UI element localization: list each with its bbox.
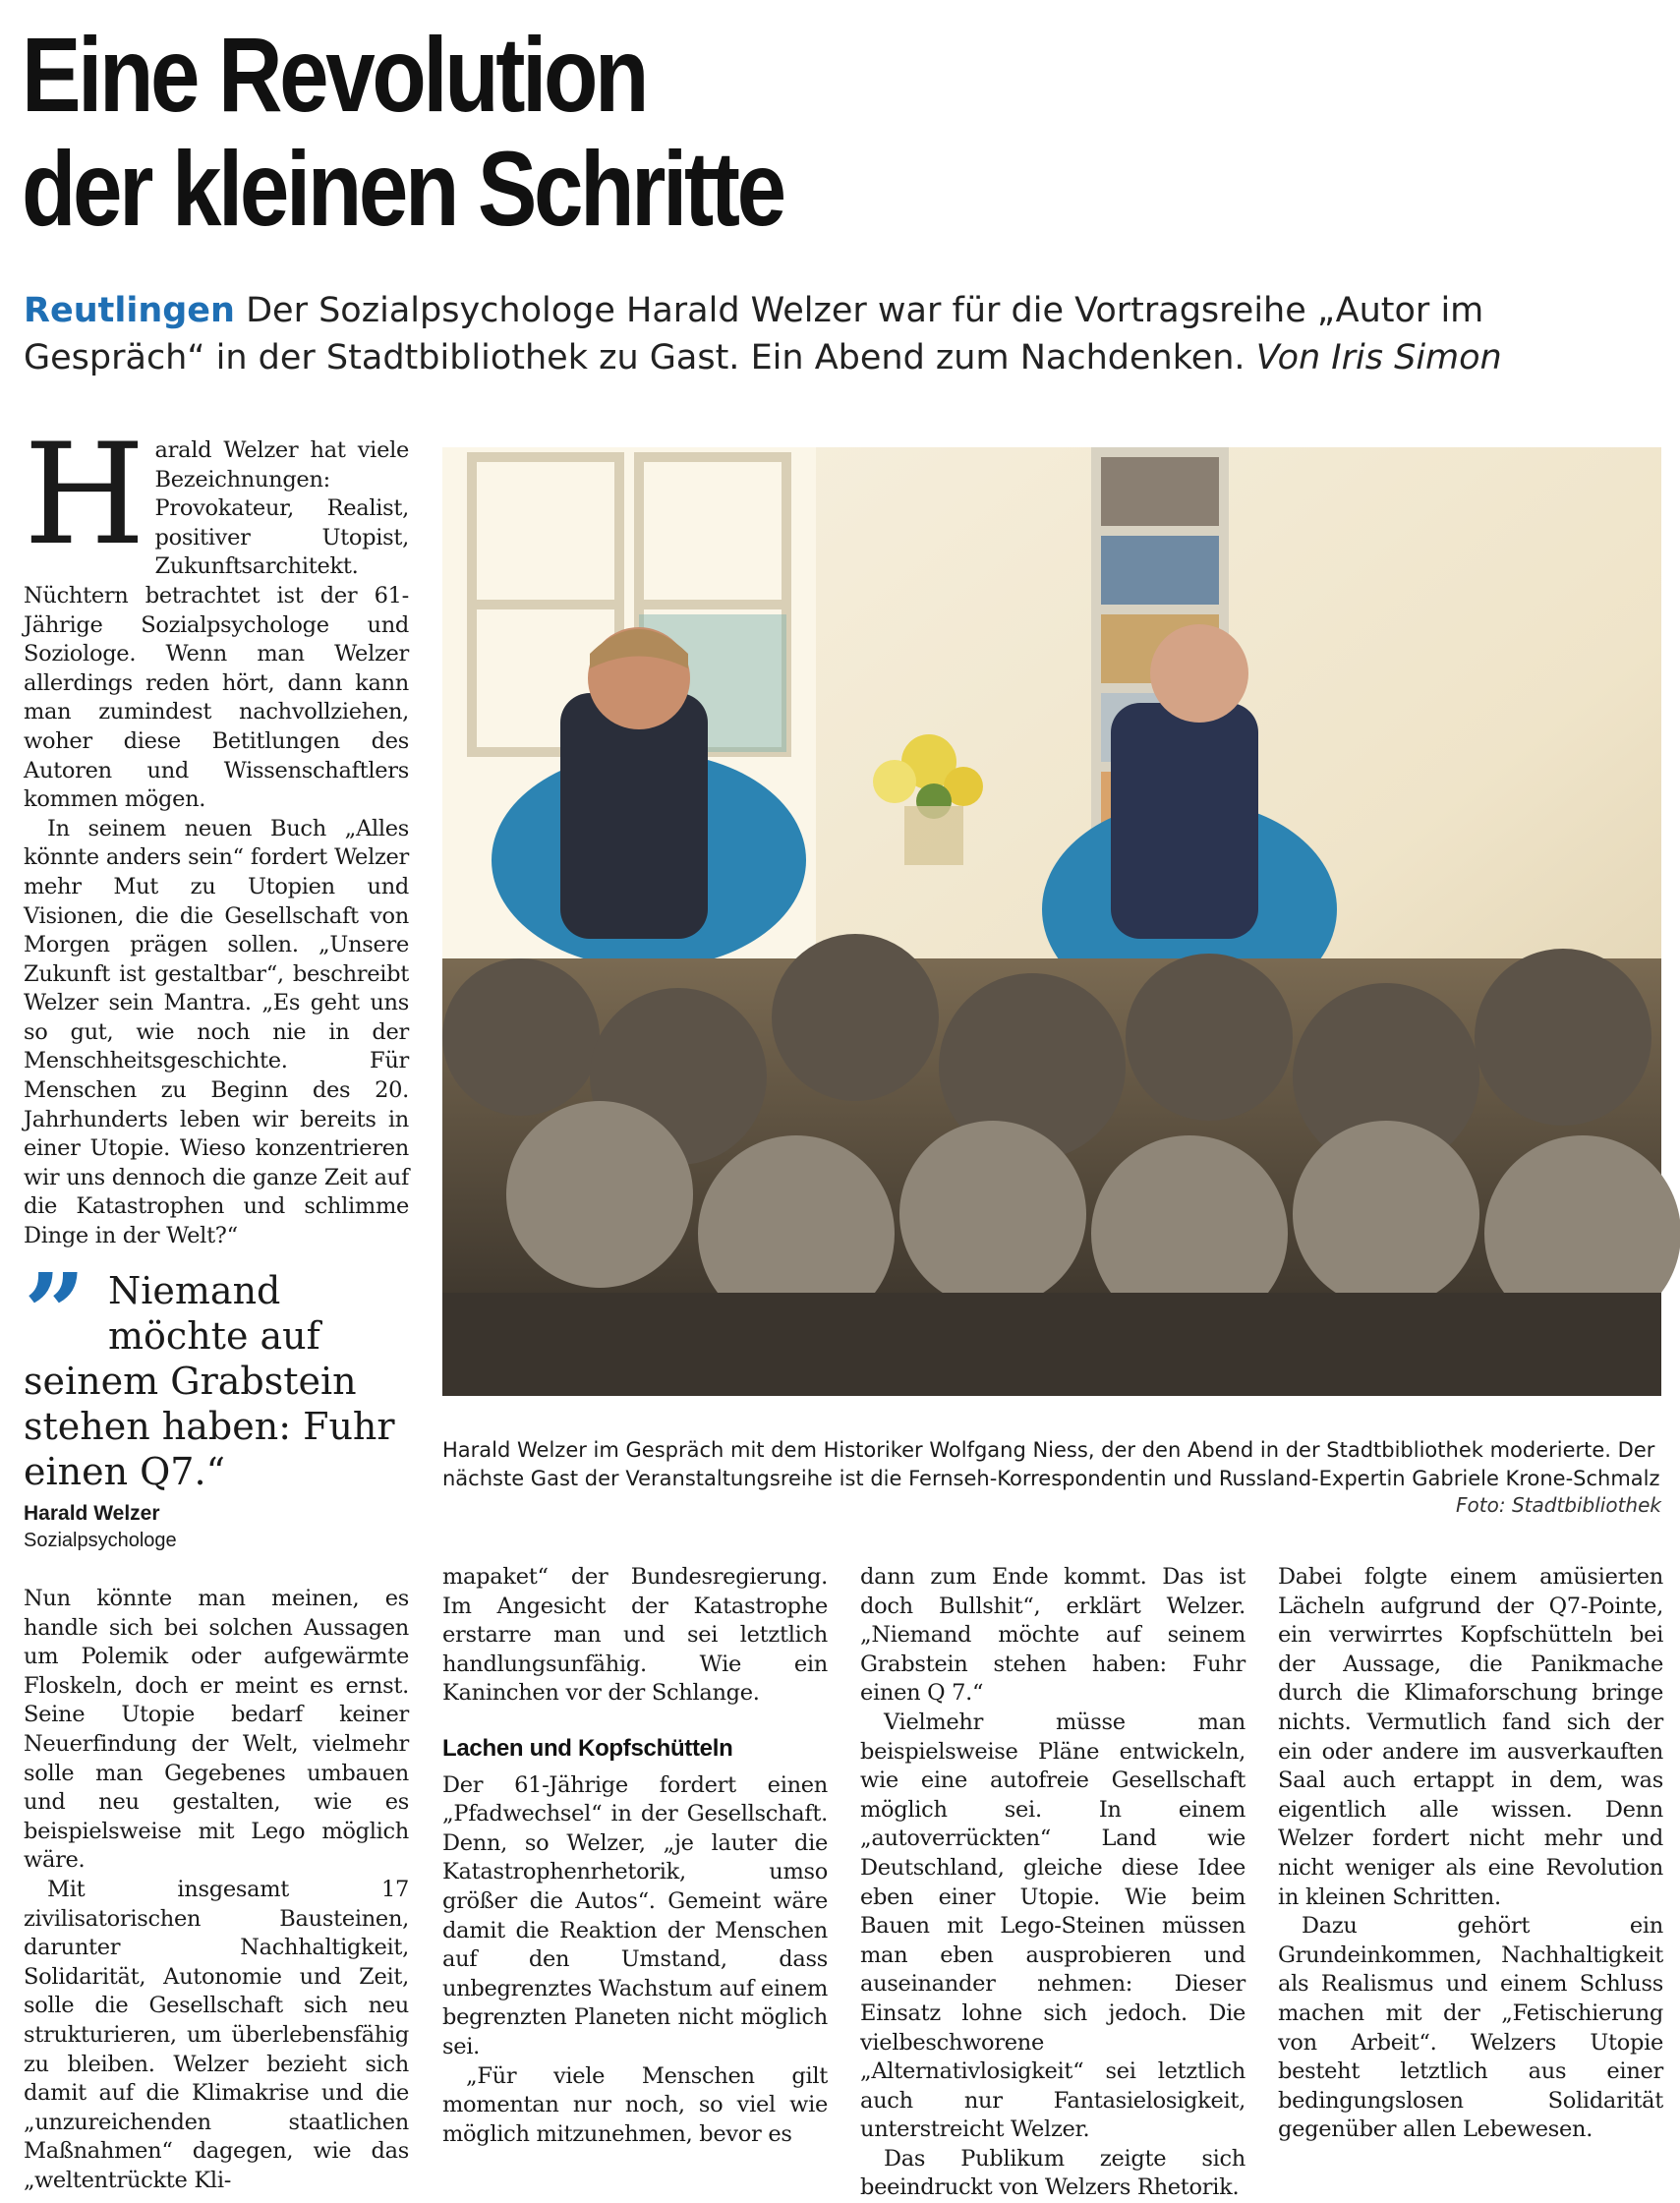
intro-text	[24, 287, 1636, 381]
paragraph: Mit insgesamt 17 zivilisatorischen Bausteinen, darunter Nachhaltigkeit, Solidarität, Autonomie und Zeit, solle die Gesellschaft sich neu strukturieren, um überlebensfähig zu bleiben. Welzer bezieht sich damit auf die Klimakrise und die „unzureichenden staatlichen Maßnahmen“ dagegen, wie das „weltentrückte Kli-	[24, 1876, 409, 2193]
paragraph: „Für viele Menschen gilt momentan nur noch, so viel wie möglich mitzunehmen, bevor es	[442, 2062, 828, 2147]
drop-cap: H	[24, 414, 145, 576]
article-column-1-top	[24, 414, 409, 1251]
article-column-4	[1278, 1563, 1663, 2145]
photo-caption: Harald Welzer im Gespräch mit dem Historiker Wolfgang Niess, der den Abend in der Stadtbibliothek moderierte. Der nächste Gast der Veranstaltungsreihe ist die Fernseh-Korrespondentin und Russland-Expertin Gabriele Krone-Schmalz	[442, 1438, 1660, 1490]
paragraph: Der 61-Jährige fordert einen „Pfadwechsel“ in der Gesellschaft. Denn, so Welzer, „je lauter die Katastrophenrhetorik, umso größer die Autos“. Gemeint wäre damit die Reaktion der Menschen auf den Umstand, dass unbegrenztes Wachstum auf einem begrenzten Planeten nicht möglich sei.	[442, 1771, 828, 2059]
paragraph: mapaket“ der Bundesregierung. Im Angesicht der Katastrophe erstarre man und sei letztlich handlungsunfähig. Wie ein Kaninchen vor der Schlange.	[442, 1564, 828, 1707]
pull-quote	[24, 1249, 409, 1552]
event-photo	[442, 447, 1661, 1396]
paragraph: Vielmehr müsse man beispielsweise Pläne entwickeln, wie eine autofreie Gesellschaft möglich sei. In einem „autoverrückten“ Land wie Deutschland, gleiche diese Idee eben einer Utopie. Wie beim Bauen mit Lego-Steinen müssen man eben ausprobieren und auseinander nehmen: Dieser Einsatz lohne sich jedoch. Die vielbeschworene „Alternativlosigkeit“ sei letztlich auch nur Fantasielosigkeit, unterstreicht Welzer.	[860, 1709, 1246, 2143]
paragraph: In seinem neuen Buch „Alles könnte anders sein“ fordert Welzer mehr Mut zu Utopien und Visionen, die die Gesellschaft von Morgen prägen sollen. „Unsere Zukunft ist gestaltbar“, beschreibt Welzer sein Mantra. „Es geht uns so gut, wie noch nie in der Menschheitsgeschichte. Für Menschen zu Beginn des 20. Jahrhunderts leben wir bereits in einer Utopie. Wieso konzentrieren wir uns dennoch die ganze Zeit auf die Katastrophen und schlimme Dinge in der Welt?“	[24, 815, 409, 1249]
headline-line-2: der kleinen Schritte	[22, 129, 783, 248]
paragraph: Nun könnte man meinen, es handle sich bei solchen Aussagen um Polemik oder aufgewärmte Floskeln, doch er meint es ernst. Seine Utopie bedarf keiner Neuerfindung der Welt, vielmehr solle man Gegebenes umbauen und neu gestalten, wie es beispielsweise mit Lego möglich wäre.	[24, 1586, 409, 1874]
paragraph: Das Publikum zeigte sich beeindruckt von Welzers Rhetorik.	[860, 2145, 1246, 2201]
location-label: Reutlingen	[24, 291, 235, 330]
article-column-3	[860, 1563, 1246, 2203]
paragraph: arald Welzer hat viele Bezeichnungen: Provokateur, Realist, positiver Utopist, Zukunftsarchitekt. Nüchtern betrachtet ist der 61-Jährige Sozialpsychologe und Soziologe. Wenn man Welzer allerdings reden hört, dann kann man zumindest nachvollziehen, woher diese Betitlungen des Autoren und Wissenschaftlers kommen mögen.	[24, 437, 409, 813]
pull-quote-author: Harald Welzer	[24, 1502, 160, 1525]
pull-quote-text: Niemand möchte auf seinem Grabstein stehen haben: Fuhr einen Q7.“	[24, 1269, 395, 1493]
quote-mark-icon: ”	[24, 1249, 87, 1376]
article-column-2	[442, 1563, 828, 2149]
pull-quote-role: Sozialpsychologe	[24, 1530, 177, 1551]
paragraph: dann zum Ende kommt. Das ist doch Bullshit“, erklärt Welzer. „Niemand möchte auf seinem Grabstein stehen haben: Fuhr einen Q 7.“	[860, 1564, 1246, 1707]
intro-body: Der Sozialpsychologe Harald Welzer war für die Vortragsreihe „Autor im Gespräch“ in der Stadtbibliothek zu Gast. Ein Abend zum Nachdenken.	[24, 291, 1484, 377]
paragraph: Dabei folgte einem amüsierten Lächeln aufgrund der Q7-Pointe, ein verwirrtes Kopfschütteln bei der Aussage, die Panikmache durch die Klimaforschung bringe nichts. Vermutlich fand sich der ein oder andere im ausverkauften Saal auch ertappt in dem, was eigentlich alle wissen. Denn Welzer fordert nicht mehr und nicht weniger als eine Revolution in kleinen Schritten.	[1278, 1564, 1663, 1910]
paragraph: Dazu gehört ein Grundeinkommen, Nachhaltigkeit als Realismus und einem Schluss machen mit der „Fetischierung von Arbeit“. Welzers Utopie besteht letztlich aus einer bedingungslosen Solidarität gegenüber allen Lebewesen.	[1278, 1913, 1663, 2143]
photo-credit: Foto: Stadtbibliothek	[1456, 1493, 1661, 1517]
headline	[22, 15, 1392, 248]
photo-illustration	[442, 447, 1661, 1396]
article-column-1-bottom	[24, 1585, 409, 2195]
section-subheading: Lachen und Kopfschütteln	[442, 1734, 733, 1762]
author-byline: Von Iris Simon	[1255, 338, 1502, 377]
headline-line-1: Eine Revolution	[22, 15, 647, 134]
